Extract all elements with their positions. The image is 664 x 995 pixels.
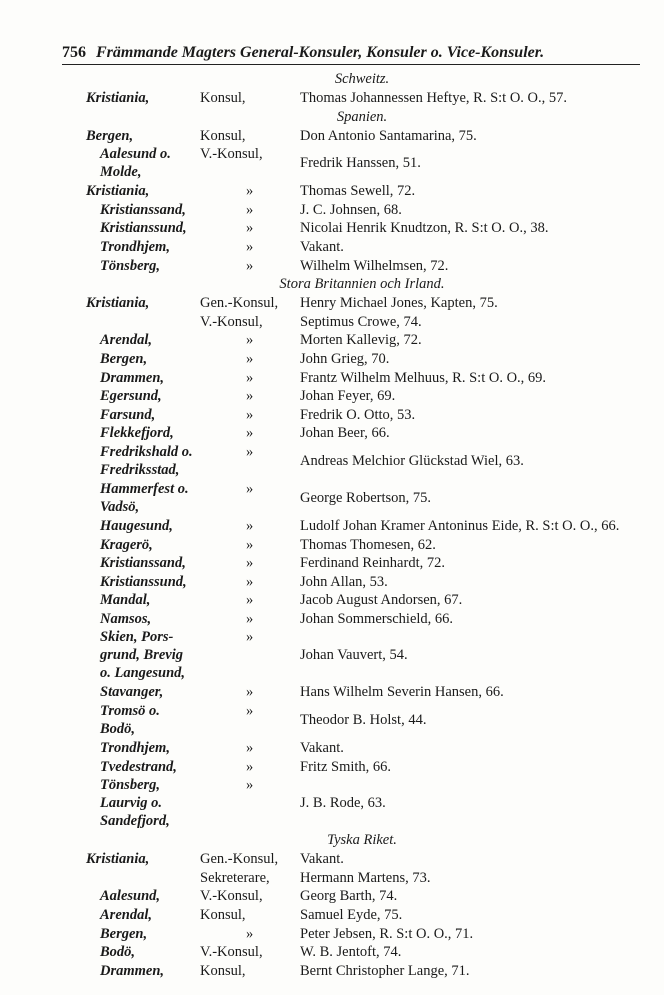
list-item <box>0 869 664 888</box>
consul-title: » <box>246 350 254 367</box>
list-item <box>0 201 664 220</box>
city-name <box>100 517 173 535</box>
city-line: Flekkefjord, <box>100 425 174 442</box>
city-line: Kristiania, <box>86 90 150 106</box>
consul-title: Gen.-Konsul, <box>200 851 279 868</box>
consul-name: W. B. Jentoft, 74. <box>300 944 402 961</box>
consul-name: Hans Wilhelm Severin Hansen, 66. <box>300 684 504 701</box>
list-item <box>0 943 664 962</box>
consul-name: Georg Barth, 74. <box>300 888 398 905</box>
consul-title: » <box>246 406 254 423</box>
city-line: o. Langesund, <box>100 665 186 682</box>
consul-name: Vakant. <box>300 851 344 868</box>
consul-title: » <box>246 536 254 553</box>
list-item <box>0 739 664 758</box>
consul-name: Samuel Eyde, 75. <box>300 907 403 924</box>
list-item <box>0 145 664 182</box>
city-line: Tvedestrand, <box>100 758 177 775</box>
city-line: Fredriksstad, <box>100 461 180 478</box>
list-item <box>0 962 664 981</box>
city-line: Arendal, <box>100 332 152 349</box>
city-name <box>100 943 135 961</box>
consul-name: J. C. Johnsen, 68. <box>300 201 402 218</box>
city-name <box>86 89 149 107</box>
city-line: Kristianssand, <box>100 201 186 218</box>
city-name <box>100 758 177 776</box>
city-line: Fredrikshald o. <box>100 443 193 460</box>
list-item <box>0 219 664 238</box>
list-item <box>0 350 664 369</box>
city-name <box>100 443 193 479</box>
consul-title: » <box>246 425 254 442</box>
list-item <box>0 554 664 573</box>
list-item <box>0 906 664 925</box>
list-item <box>0 702 664 739</box>
city-line: Stavanger, <box>100 684 164 701</box>
consul-name: Bernt Christopher Lange, 71. <box>300 962 470 979</box>
list-item <box>0 480 664 517</box>
city-line: Kristiania, <box>86 851 150 868</box>
city-line: Tönsberg, <box>100 257 161 274</box>
consul-name: Fredrik O. Otto, 53. <box>300 406 416 423</box>
city-name <box>100 776 170 830</box>
list-item <box>0 238 664 257</box>
consul-title: V.-Konsul, <box>200 888 263 905</box>
consul-title: » <box>246 332 254 349</box>
city-name <box>100 201 186 219</box>
consul-name: Thomas Johannessen Heftye, R. S:t O. O., 57. <box>300 90 568 106</box>
consul-name: Nicolai Henrik Knudtzon, R. S:t O. O., 38. <box>300 220 549 237</box>
city-line: Bergen, <box>86 127 134 144</box>
country-heading: Tyska Riket. <box>327 832 397 849</box>
consul-title: » <box>246 740 254 757</box>
city-name <box>100 628 185 682</box>
consul-title: » <box>246 480 254 497</box>
consul-title: Sekreterare, <box>200 869 270 886</box>
city-name <box>86 850 149 868</box>
list-item <box>0 925 664 944</box>
city-name <box>100 573 187 591</box>
city-line: Kristiania, <box>86 183 150 200</box>
city-line: Hammerfest o. <box>100 480 189 497</box>
city-line: Kristianssand, <box>100 555 186 572</box>
city-name <box>100 331 152 349</box>
consul-title: » <box>246 703 254 720</box>
consul-name: Jacob August Andorsen, 67. <box>300 592 463 609</box>
consul-title: » <box>246 610 254 627</box>
city-line: Kristiania, <box>86 295 150 312</box>
city-line: Egersund, <box>100 388 162 405</box>
city-line: Molde, <box>100 164 142 181</box>
list-item <box>0 313 664 332</box>
consul-title: » <box>246 758 254 775</box>
list-item <box>0 89 664 108</box>
list-item <box>0 257 664 276</box>
city-name <box>100 350 147 368</box>
list-item <box>0 628 664 683</box>
city-name <box>100 238 170 256</box>
consul-name: Thomas Sewell, 72. <box>300 183 416 200</box>
country-heading: Spanien. <box>336 108 388 125</box>
consul-title: » <box>246 592 254 609</box>
consul-title: » <box>246 777 254 794</box>
city-name <box>100 369 164 387</box>
consul-title: V.-Konsul, <box>200 944 263 961</box>
consul-name: Johan Vauvert, 54. <box>300 647 408 664</box>
city-name <box>100 739 170 757</box>
consul-name: Johan Sommerschield, 66. <box>300 610 454 627</box>
city-line: Aalesund o. <box>100 146 171 163</box>
consul-title: » <box>246 388 254 405</box>
consul-name: Peter Jebsen, R. S:t O. O., 71. <box>300 925 474 942</box>
consul-title: Konsul, <box>200 127 246 144</box>
city-line: Farsund, <box>100 406 156 423</box>
consul-title: » <box>246 369 254 386</box>
consul-name: Wilhelm Wilhelmsen, 72. <box>300 257 449 274</box>
consul-name: Andreas Melchior Glückstad Wiel, 63. <box>300 452 524 469</box>
city-name <box>100 887 160 905</box>
country-heading: Stora Britannien och Irland. <box>279 276 445 293</box>
consul-name: George Robertson, 75. <box>300 489 432 506</box>
city-name <box>100 925 147 943</box>
consul-name: Henry Michael Jones, Kapten, 75. <box>300 295 498 312</box>
city-line: Drammen, <box>100 962 165 979</box>
list-item <box>0 406 664 425</box>
consul-name: Hermann Martens, 73. <box>300 869 431 886</box>
consul-title: » <box>246 443 254 460</box>
consul-name: Septimus Crowe, 74. <box>300 313 422 330</box>
consul-name: Ferdinand Reinhardt, 72. <box>300 555 445 572</box>
list-item <box>0 517 664 536</box>
list-item <box>0 424 664 443</box>
list-item <box>0 887 664 906</box>
consul-name: Don Antonio Santamarina, 75. <box>300 127 477 144</box>
city-name <box>100 906 152 924</box>
consul-title: Konsul, <box>200 962 246 979</box>
city-line: Tönsberg, <box>100 777 161 794</box>
consul-title: » <box>246 220 254 237</box>
consul-name: Fredrik Hanssen, 51. <box>300 155 421 172</box>
consul-name: John Grieg, 70. <box>300 350 390 367</box>
consul-title: V.-Konsul, <box>200 146 263 163</box>
city-name <box>100 591 150 609</box>
consul-list <box>0 70 664 980</box>
consul-name: J. B. Rode, 63. <box>300 795 386 812</box>
list-item <box>0 776 664 831</box>
city-name <box>100 480 189 516</box>
consul-title: » <box>246 257 254 274</box>
consul-title: » <box>246 517 254 534</box>
city-name <box>100 406 155 424</box>
list-item <box>0 610 664 629</box>
consul-title: » <box>246 238 254 255</box>
city-line: Drammen, <box>100 369 165 386</box>
page-header <box>62 44 640 65</box>
city-line: grund, Brevig <box>100 647 183 664</box>
city-name <box>100 610 151 628</box>
city-name <box>100 702 160 738</box>
city-name <box>100 219 187 237</box>
list-item <box>0 369 664 388</box>
city-line: Arendal, <box>100 907 152 924</box>
list-item <box>0 850 664 869</box>
city-line: Trondhjem, <box>100 238 170 255</box>
city-name <box>100 424 174 442</box>
consul-title: » <box>246 684 254 701</box>
consul-title: V.-Konsul, <box>200 313 263 330</box>
city-line: Kristianssund, <box>100 220 187 237</box>
city-line: Kristianssund, <box>100 573 187 590</box>
city-name <box>100 554 186 572</box>
consul-title: » <box>246 183 254 200</box>
page-title: Främmande Magters General-Konsuler, Konsuler o. Vice-Konsuler. <box>96 44 545 61</box>
city-name <box>100 257 160 275</box>
city-line: Trondhjem, <box>100 740 170 757</box>
city-name <box>100 387 162 405</box>
consul-name: Ludolf Johan Kramer Antoninus Eide, R. S:t O. O., 66. <box>300 517 620 534</box>
city-line: Bodö, <box>100 721 136 738</box>
list-item <box>0 182 664 201</box>
city-name <box>100 683 163 701</box>
city-line: Haugesund, <box>100 517 173 534</box>
consul-title: Gen.-Konsul, <box>200 295 279 312</box>
list-item <box>0 127 664 146</box>
list-item <box>0 331 664 350</box>
city-name <box>100 536 153 554</box>
consul-title: Konsul, <box>200 907 246 924</box>
city-name <box>100 145 171 181</box>
consul-title: Konsul, <box>200 90 246 106</box>
consul-name: Johan Feyer, 69. <box>300 388 396 405</box>
city-line: Mandal, <box>100 592 151 609</box>
list-item <box>0 591 664 610</box>
consul-name: Morten Kallevig, 72. <box>300 332 422 349</box>
consul-title: » <box>246 925 254 942</box>
city-line: Vadsö, <box>100 498 140 515</box>
city-line: Bodö, <box>100 944 136 961</box>
consul-name: John Allan, 53. <box>300 573 388 590</box>
city-name <box>86 294 149 312</box>
consul-name: Frantz Wilhelm Melhuus, R. S:t O. O., 69. <box>300 369 547 386</box>
list-item <box>0 387 664 406</box>
city-line: Laurvig o. <box>100 795 163 812</box>
list-item <box>0 443 664 480</box>
consul-title: » <box>246 555 254 572</box>
list-item <box>0 758 664 777</box>
list-item <box>0 294 664 313</box>
city-line: Bergen, <box>100 350 148 367</box>
consul-title: » <box>246 573 254 590</box>
city-name <box>86 182 149 200</box>
consul-name: Fritz Smith, 66. <box>300 758 392 775</box>
city-line: Skien, Pors- <box>100 629 174 646</box>
consul-name: Theodor B. Holst, 44. <box>300 712 427 729</box>
consul-name: Vakant. <box>300 238 344 255</box>
list-item <box>0 683 664 702</box>
city-line: Namsos, <box>100 610 152 627</box>
city-name <box>86 127 133 145</box>
city-line: Sandefjord, <box>100 813 170 830</box>
city-line: Tromsö o. <box>100 703 160 720</box>
consul-name: Vakant. <box>300 740 344 757</box>
city-line: Bergen, <box>100 925 148 942</box>
city-line: Aalesund, <box>100 888 161 905</box>
page-number: 756 <box>62 44 86 61</box>
consul-name: Thomas Thomesen, 62. <box>300 536 436 553</box>
consul-name: Johan Beer, 66. <box>300 425 390 442</box>
list-item <box>0 536 664 555</box>
consul-title: » <box>246 629 254 646</box>
city-name <box>100 962 164 980</box>
country-heading: Schweitz. <box>334 71 390 87</box>
list-item <box>0 573 664 592</box>
consul-title: » <box>246 201 254 218</box>
city-line: Kragerö, <box>100 536 153 553</box>
